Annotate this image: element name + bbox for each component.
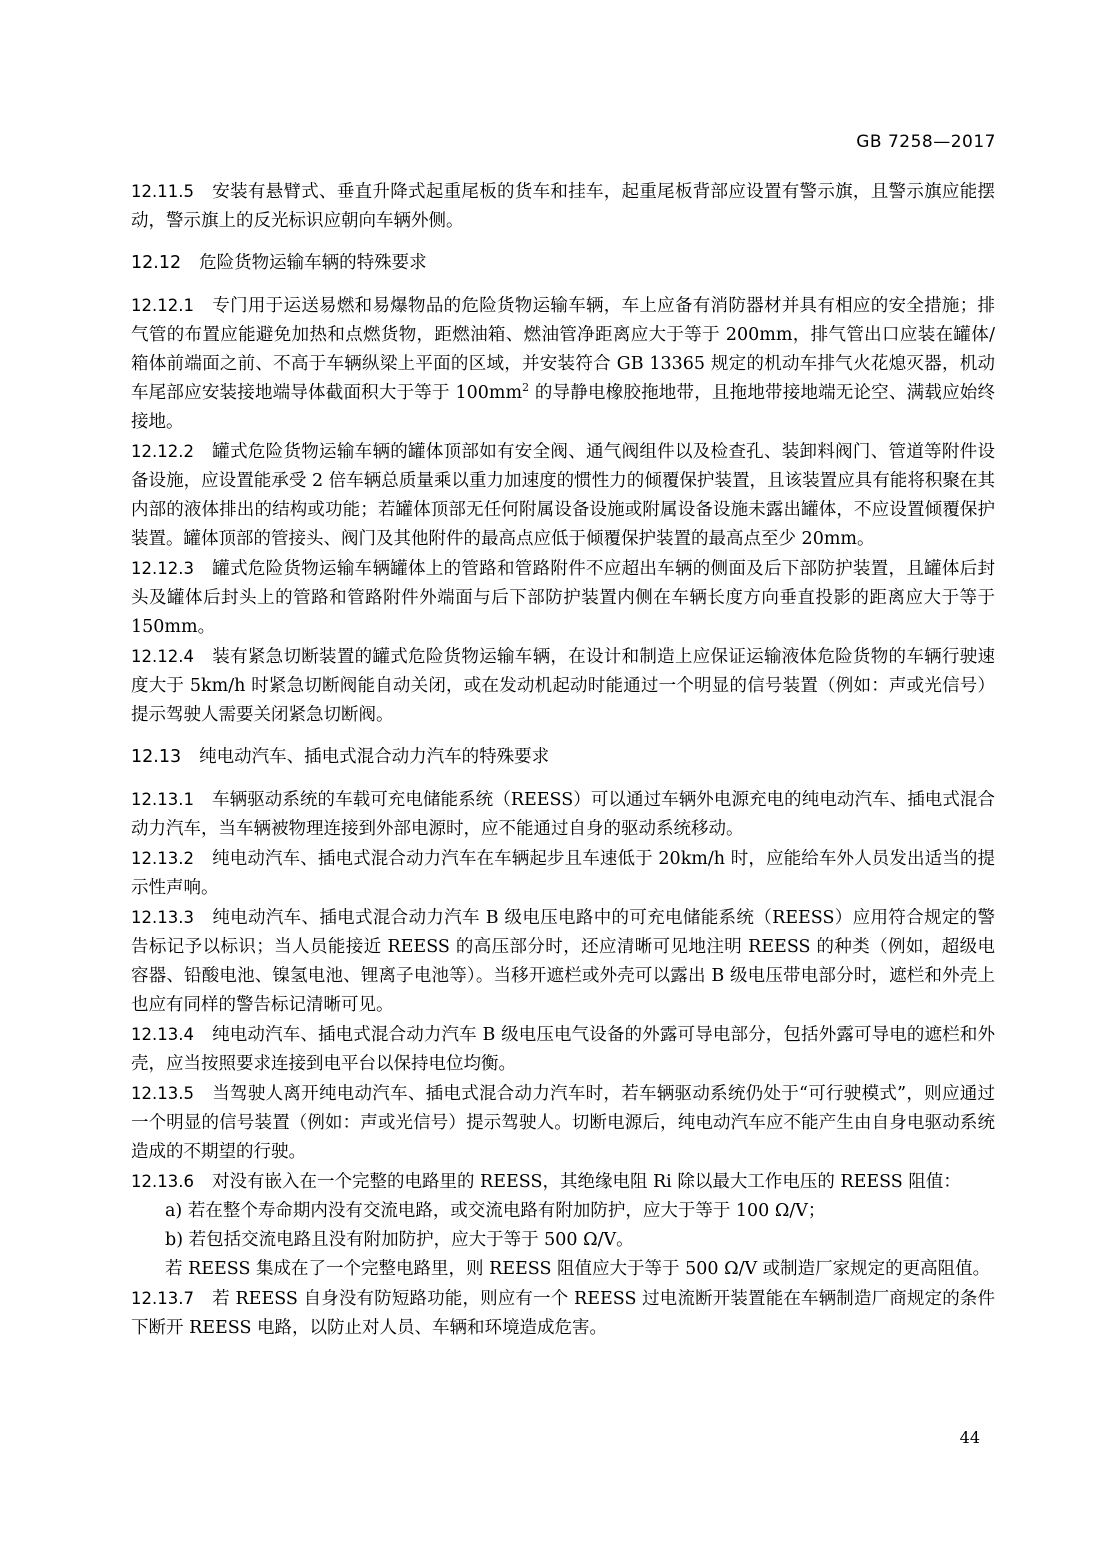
clause-number: 12.13.1	[131, 790, 194, 809]
clause-text-continued: 的导静电橡胶拖地带，且拖地带接地端无论空、满载应始终接地。	[131, 383, 996, 432]
clause-12-13-5	[131, 1079, 995, 1167]
section-title: 纯电动汽车、插电式混合动力汽车的特殊要求	[199, 747, 550, 767]
clause-text: 当驾驶人离开纯电动汽车、插电式混合动力汽车时，若车辆驱动系统仍处于“可行驶模式”，则应通过一个明显的信号装置（例如：声或光信号）提示驾驶人。切断电源后，纯电动汽车应不能产生由自身电驱动系统造成的不期望的行驶。	[131, 1084, 995, 1162]
clause-12-12-1	[131, 291, 995, 437]
clause-number: 12.13.2	[131, 849, 194, 868]
clause-12-12-4	[131, 642, 995, 730]
clause-12-12-3	[131, 554, 995, 642]
section-number: 12.13	[131, 747, 182, 767]
clause-number: 12.11.5	[131, 182, 194, 201]
list-item-a: a) 若在整个寿命期内没有交流电路，或交流电路有附加防护，应大于等于 100 Ω/V；	[165, 1201, 826, 1221]
clause-text: 安装有悬臂式、垂直升降式起重尾板的货车和挂车，起重尾板背部应设置有警示旗，且警示旗应能摆动，警示旗上的反光标识应朝向车辆外侧。	[131, 182, 995, 231]
clause-number: 12.13.4	[131, 1025, 194, 1044]
document-body	[131, 177, 995, 1343]
list-item-b: b) 若包括交流电路且没有附加防护，应大于等于 500 Ω/V。	[165, 1230, 634, 1250]
clause-text: 纯电动汽车、插电式混合动力汽车 B 级电压电气设备的外露可导电部分，包括外露可导电的遮栏和外壳，应当按照要求连接到电平台以保持电位均衡。	[131, 1025, 995, 1074]
clause-12-13-4	[131, 1020, 995, 1079]
clause-12-13-7	[131, 1284, 995, 1343]
clause-number: 12.13.5	[131, 1084, 194, 1103]
superscript: 2	[522, 381, 530, 395]
clause-note: 若 REESS 集成在了一个完整电路里，则 REESS 阻值应大于等于 500 Ω/V 或制造厂家规定的更高阻值。	[165, 1259, 991, 1279]
clause-12-11-5	[131, 177, 995, 236]
clause-text: 车辆驱动系统的车载可充电储能系统（REESS）可以通过车辆外电源充电的纯电动汽车、插电式混合动力汽车，当车辆被物理连接到外部电源时，应不能通过自身的驱动系统移动。	[131, 790, 995, 839]
clause-12-13-2	[131, 844, 995, 903]
clause-text: 专门用于运送易燃和易爆物品的危险货物运输车辆，车上应备有消防器材并具有相应的安全措施；排气管的布置应能避免加热和点燃货物，距燃油箱、燃油管净距离应大于等于 200mm，排气管出口应装在罐体/箱体前端面之前、不高于车辆纵梁上平面的区域，并安装符合 GB 13365 规定的机动车排气火花熄灭器，机动车尾部应安装接地端导体截面积大于等于 100mm	[131, 296, 995, 403]
clause-number: 12.12.1	[131, 296, 194, 315]
section-number: 12.12	[131, 253, 182, 273]
clause-number: 12.12.2	[131, 442, 194, 461]
clause-text: 纯电动汽车、插电式混合动力汽车在车辆起步且车速低于 20km/h 时，应能给车外人员发出适当的提示性声响。	[131, 849, 995, 898]
section-heading-12-12	[131, 249, 995, 278]
section-heading-12-13	[131, 743, 995, 772]
page-number: 44	[959, 1428, 980, 1447]
clause-number: 12.12.3	[131, 559, 194, 578]
clause-text: 纯电动汽车、插电式混合动力汽车 B 级电压电路中的可充电储能系统（REESS）应用符合规定的警告标记予以标识；当人员能接近 REESS 的高压部分时，还应清晰可见地注明 REESS 的种类（例如，超级电容器、铅酸电池、镍氢电池、锂离子电池等）。当移开遮栏或外壳可以露出 B 级电压带电部分时，遮栏和外壳上也应有同样的警告标记清晰可见。	[131, 908, 995, 1015]
clause-number: 12.13.6	[131, 1172, 194, 1191]
clause-text: 对没有嵌入在一个完整的电路里的 REESS，其绝缘电阻 Ri 除以最大工作电压的 REESS 阻值：	[211, 1172, 961, 1192]
clause-number: 12.13.3	[131, 908, 194, 927]
standard-number-header: GB 7258—2017	[856, 132, 996, 152]
clause-text: 罐式危险货物运输车辆罐体上的管路和管路附件不应超出车辆的侧面及后下部防护装置，且罐体后封头及罐体后封头上的管路和管路附件外端面与后下部防护装置内侧在车辆长度方向垂直投影的距离应大于等于 150mm。	[131, 559, 995, 637]
clause-text: 罐式危险货物运输车辆的罐体顶部如有安全阀、通气阀组件以及检查孔、装卸料阀门、管道等附件设备设施，应设置能承受 2 倍车辆总质量乘以重力加速度的惯性力的倾覆保护装置，且该装置应具有能将积聚在其内部的液体排出的结构或功能；若罐体顶部无任何附属设备设施或附属设备设施未露出罐体，不应设置倾覆保护装置。罐体顶部的管接头、阀门及其他附件的最高点应低于倾覆保护装置的最高点至少 20mm。	[131, 442, 995, 549]
clause-12-13-3	[131, 903, 995, 1020]
clause-12-13-1	[131, 785, 995, 844]
clause-12-13-6	[131, 1167, 995, 1197]
clause-number: 12.12.4	[131, 647, 194, 666]
clause-text: 装有紧急切断装置的罐式危险货物运输车辆，在设计和制造上应保证运输液体危险货物的车辆行驶速度大于 5km/h 时紧急切断阀能自动关闭，或在发动机起动时能通过一个明显的信号装置（例如：声或光信号）提示驾驶人需要关闭紧急切断阀。	[131, 647, 995, 725]
clause-text: 若 REESS 自身没有防短路功能，则应有一个 REESS 过电流断开装置能在车辆制造厂商规定的条件下断开 REESS 电路，以防止对人员、车辆和环境造成危害。	[131, 1289, 995, 1338]
clause-12-12-2	[131, 437, 995, 554]
clause-number: 12.13.7	[131, 1289, 194, 1308]
section-title: 危险货物运输车辆的特殊要求	[199, 253, 427, 273]
